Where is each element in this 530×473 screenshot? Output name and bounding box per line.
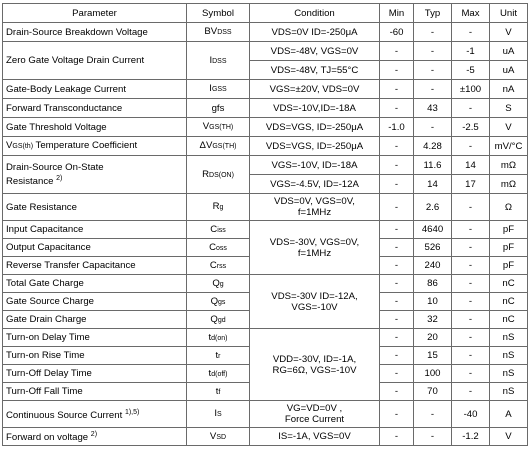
min-cell: -	[380, 401, 414, 428]
param-cell	[3, 428, 187, 446]
unit-cell: nS	[490, 383, 528, 401]
param-cell: Gate Resistance	[3, 194, 187, 221]
symbol-cell	[187, 428, 250, 446]
symbol-cell	[187, 156, 250, 194]
symbol-base: t	[215, 349, 219, 361]
condition-line1: VDS=-30V, VGS=0V,	[269, 236, 360, 248]
unit-cell: nC	[490, 311, 528, 329]
unit-cell: V	[490, 428, 528, 446]
footnote-ref: 1),5)	[124, 408, 140, 416]
symbol-sub: iss	[217, 226, 226, 234]
max-cell: -	[452, 99, 490, 118]
table-row	[3, 42, 528, 61]
symbol-cell	[187, 329, 250, 347]
typ-cell: -	[414, 42, 452, 61]
symbol-sub: g	[219, 280, 224, 288]
unit-cell: pF	[490, 257, 528, 275]
typ-cell: 2.6	[414, 194, 452, 221]
typ-cell: 14	[414, 175, 452, 194]
footnote-ref: 2)	[56, 174, 63, 182]
symbol-sub: f	[218, 388, 221, 396]
symbol-cell	[187, 383, 250, 401]
param-cell: Turn-Off Delay Time	[3, 365, 187, 383]
unit-cell: V	[490, 23, 528, 42]
condition-line1: VG=VD=0V ,	[286, 403, 343, 414]
condition-cell: VDS=VGS, ID=-250μA	[250, 137, 380, 156]
param-cell: Turn-on Rise Time	[3, 347, 187, 365]
unit-cell: V	[490, 118, 528, 137]
min-cell: -	[380, 257, 414, 275]
typ-cell: 86	[414, 275, 452, 293]
param-cell: Output Capacitance	[3, 239, 187, 257]
max-cell: -5	[452, 61, 490, 80]
max-cell: -1	[452, 42, 490, 61]
condition-line1: VDS=-30V ID=-12A,	[271, 290, 358, 302]
unit-cell: nC	[490, 275, 528, 293]
symbol-cell	[187, 118, 250, 137]
typ-cell: 32	[414, 311, 452, 329]
param-cell: Gate-Body Leakage Current	[3, 80, 187, 99]
unit-cell: nC	[490, 293, 528, 311]
max-cell: -	[452, 257, 490, 275]
min-cell: -	[380, 42, 414, 61]
symbol-cell	[187, 42, 250, 80]
unit-cell: A	[490, 401, 528, 428]
unit-cell: pF	[490, 239, 528, 257]
max-cell: -	[452, 329, 490, 347]
symbol-base: C	[209, 259, 217, 271]
min-cell: -	[380, 80, 414, 99]
min-cell: -60	[380, 23, 414, 42]
symbol-cell	[187, 311, 250, 329]
symbol-base: R	[202, 168, 210, 180]
symbol-cell	[187, 275, 250, 293]
typ-cell: 10	[414, 293, 452, 311]
symbol-base: C	[209, 241, 217, 253]
min-cell: -	[380, 293, 414, 311]
symbol-sub: rss	[216, 262, 227, 270]
condition-line2: f=1MHz	[297, 247, 332, 259]
max-cell: 17	[452, 175, 490, 194]
max-cell: -	[452, 365, 490, 383]
symbol-sub: oss	[216, 244, 227, 252]
max-cell: ±100	[452, 80, 490, 99]
max-cell: -2.5	[452, 118, 490, 137]
electrical-characteristics-table	[2, 3, 528, 446]
condition-cell	[250, 221, 380, 275]
param-text: Forward on voltage	[6, 432, 89, 444]
param-line2: Resistance	[6, 176, 54, 188]
table-row	[3, 99, 528, 118]
symbol-cell	[187, 194, 250, 221]
max-cell: -	[452, 311, 490, 329]
param-cell: Gate Source Charge	[3, 293, 187, 311]
min-cell: -	[380, 365, 414, 383]
min-cell: -	[380, 329, 414, 347]
typ-cell: -	[414, 428, 452, 446]
table-row	[3, 118, 528, 137]
symbol-base: t	[208, 331, 212, 343]
symbol-sub: DSS	[212, 57, 227, 65]
max-cell: -	[452, 239, 490, 257]
unit-cell: nS	[490, 347, 528, 365]
symbol-sub: GS(TH)	[212, 143, 237, 150]
min-cell: -	[380, 239, 414, 257]
symbol-base: V	[209, 430, 217, 442]
condition-cell	[250, 329, 380, 401]
min-cell: -	[380, 156, 414, 175]
table-row	[3, 23, 528, 42]
condition-cell: VDS=0V ID=-250μA	[250, 23, 380, 42]
condition-cell: VDS=-10V,ID=-18A	[250, 99, 380, 118]
condition-line1: VDS=0V, VGS=0V,	[274, 196, 355, 207]
param-cell: Reverse Transfer Capacitance	[3, 257, 187, 275]
typ-cell: -	[414, 23, 452, 42]
header-max: Max	[452, 4, 490, 23]
header-min: Min	[380, 4, 414, 23]
symbol-cell	[187, 137, 250, 156]
symbol-sub: S	[217, 411, 222, 418]
min-cell: -	[380, 61, 414, 80]
symbol-cell	[187, 257, 250, 275]
typ-cell: 4.28	[414, 137, 452, 156]
symbol-base: I	[214, 408, 217, 419]
table-header-row	[3, 4, 528, 23]
condition-line1: VDD=-30V, ID=-1A,	[272, 353, 357, 365]
table-row	[3, 221, 528, 239]
symbol-base: C	[210, 223, 218, 235]
symbol-cell	[187, 293, 250, 311]
symbol-base: t	[215, 385, 219, 397]
symbol-sub: GSS	[211, 86, 227, 93]
min-cell: -	[380, 99, 414, 118]
condition-cell: VGS=-4.5V, ID=-12A	[250, 175, 380, 194]
table-row	[3, 401, 528, 428]
condition-cell	[250, 194, 380, 221]
symbol-base: BV	[204, 26, 218, 37]
symbol-cell	[187, 239, 250, 257]
symbol-base: I	[209, 83, 212, 94]
footnote-ref: 2)	[90, 431, 98, 439]
unit-cell: nA	[490, 80, 528, 99]
max-cell: -	[452, 347, 490, 365]
max-cell: -	[452, 383, 490, 401]
symbol-base: Q	[210, 313, 218, 325]
param-sub: GS(th)	[12, 143, 34, 150]
table-row	[3, 428, 528, 446]
param-cell: Gate Threshold Voltage	[3, 118, 187, 137]
param-line1: Drain-Source On-State	[6, 161, 104, 173]
typ-cell: -	[414, 61, 452, 80]
param-base: V	[6, 140, 13, 151]
unit-cell: mΩ	[490, 156, 528, 175]
condition-cell: VDS=-48V, TJ=55°C	[250, 61, 380, 80]
max-cell: -	[452, 194, 490, 221]
unit-cell: pF	[490, 221, 528, 239]
symbol-cell	[187, 401, 250, 428]
symbol-base: Q	[210, 295, 219, 307]
max-cell: -	[452, 221, 490, 239]
symbol-cell: gfs	[187, 99, 250, 118]
typ-cell: 15	[414, 347, 452, 365]
condition-line2: VGS=-10V	[291, 301, 338, 313]
max-cell: -	[452, 293, 490, 311]
table-row	[3, 194, 528, 221]
symbol-cell	[187, 365, 250, 383]
condition-cell: VGS=-10V, ID=-18A	[250, 156, 380, 175]
param-cell	[3, 401, 187, 428]
symbol-base: Q	[212, 277, 220, 289]
condition-cell: VDS=-48V, VGS=0V	[250, 42, 380, 61]
param-cell: Total Gate Charge	[3, 275, 187, 293]
typ-cell: 526	[414, 239, 452, 257]
unit-cell: Ω	[490, 194, 528, 221]
table-row	[3, 80, 528, 99]
symbol-base: I	[209, 54, 213, 66]
table-row	[3, 329, 528, 347]
max-cell: -40	[452, 401, 490, 428]
max-cell: -	[452, 137, 490, 156]
symbol-sub: SD	[216, 433, 227, 441]
condition-line2: f=1MHz	[297, 207, 332, 218]
symbol-base: t	[208, 367, 212, 379]
header-unit: Unit	[490, 4, 528, 23]
symbol-sub: r	[218, 352, 221, 360]
symbol-sub: g	[219, 204, 224, 211]
min-cell: -	[380, 347, 414, 365]
max-cell: -	[452, 275, 490, 293]
param-cell: Input Capacitance	[3, 221, 187, 239]
unit-cell: uA	[490, 42, 528, 61]
param-cell: Zero Gate Voltage Drain Current	[3, 42, 187, 80]
min-cell: -	[380, 383, 414, 401]
symbol-sub: GS(TH)	[209, 124, 234, 131]
symbol-base: R	[212, 201, 220, 212]
unit-cell: mΩ	[490, 175, 528, 194]
header-condition: Condition	[250, 4, 380, 23]
symbol-sub: d(on)	[211, 334, 228, 342]
table-row	[3, 137, 528, 156]
typ-cell: 43	[414, 99, 452, 118]
header-symbol: Symbol	[187, 4, 250, 23]
typ-cell: 100	[414, 365, 452, 383]
min-cell: -1.0	[380, 118, 414, 137]
unit-cell: nS	[490, 329, 528, 347]
symbol-sub: d(off)	[211, 370, 228, 378]
table-row	[3, 156, 528, 175]
condition-cell	[250, 275, 380, 329]
param-cell	[3, 156, 187, 194]
param-cell: Turn-Off Fall Time	[3, 383, 187, 401]
typ-cell: 240	[414, 257, 452, 275]
symbol-base: ΔV	[199, 140, 213, 151]
typ-cell: 11.6	[414, 156, 452, 175]
min-cell: -	[380, 175, 414, 194]
typ-cell: 4640	[414, 221, 452, 239]
param-rest: Temperature Coefficient	[33, 140, 138, 151]
typ-cell: 70	[414, 383, 452, 401]
param-cell: Drain-Source Breakdown Voltage	[3, 23, 187, 42]
symbol-cell	[187, 80, 250, 99]
unit-cell: mV/°C	[490, 137, 528, 156]
min-cell: -	[380, 137, 414, 156]
condition-line2: Force Current	[284, 414, 345, 425]
typ-cell: -	[414, 118, 452, 137]
param-cell: Forward Transconductance	[3, 99, 187, 118]
header-parameter: Parameter	[3, 4, 187, 23]
condition-cell	[250, 401, 380, 428]
min-cell: -	[380, 221, 414, 239]
param-cell: Turn-on Delay Time	[3, 329, 187, 347]
spec-table-container	[2, 3, 528, 446]
typ-cell: 20	[414, 329, 452, 347]
condition-cell: IS=-1A, VGS=0V	[250, 428, 380, 446]
typ-cell: -	[414, 401, 452, 428]
unit-cell: S	[490, 99, 528, 118]
symbol-sub: gd	[217, 316, 226, 324]
symbol-base: V	[202, 121, 210, 132]
unit-cell: nS	[490, 365, 528, 383]
symbol-sub: DSS	[217, 29, 232, 36]
symbol-sub: DS(ON)	[209, 171, 234, 179]
condition-cell: VDS=VGS, ID=-250μA	[250, 118, 380, 137]
symbol-sub: gs	[218, 298, 226, 306]
symbol-cell	[187, 347, 250, 365]
param-text: Continuous Source Current	[6, 410, 123, 422]
symbol-cell	[187, 23, 250, 42]
max-cell: 14	[452, 156, 490, 175]
table-row	[3, 275, 528, 293]
param-cell: Gate Drain Charge	[3, 311, 187, 329]
max-cell: -	[452, 23, 490, 42]
param-cell	[3, 137, 187, 156]
max-cell: -1.2	[452, 428, 490, 446]
condition-cell: VGS=±20V, VDS=0V	[250, 80, 380, 99]
typ-cell: -	[414, 80, 452, 99]
min-cell: -	[380, 428, 414, 446]
min-cell: -	[380, 194, 414, 221]
min-cell: -	[380, 311, 414, 329]
symbol-cell	[187, 221, 250, 239]
condition-line2: RG=6Ω, VGS=-10V	[272, 364, 357, 376]
unit-cell: uA	[490, 61, 528, 80]
header-typ: Typ	[414, 4, 452, 23]
min-cell: -	[380, 275, 414, 293]
